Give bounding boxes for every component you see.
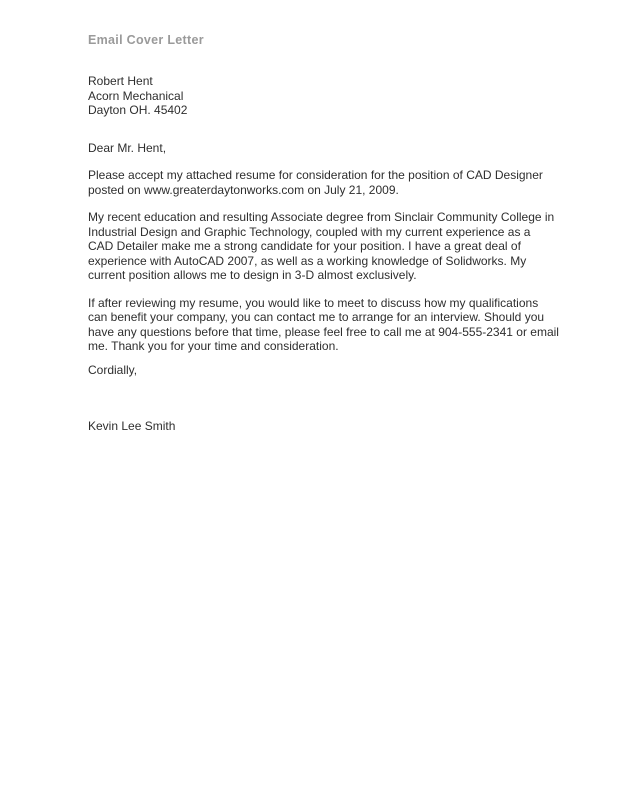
paragraph-intro	[88, 168, 563, 197]
closing: Cordially,	[88, 362, 138, 377]
letter-content	[88, 33, 563, 434]
recipient-address	[88, 74, 563, 118]
paragraph-line: posted on www.greaterdaytonworks.com on July 21, 2009.	[88, 182, 399, 197]
signature-name: Kevin Lee Smith	[88, 419, 176, 433]
paragraph-call-to-action	[88, 296, 563, 354]
paragraph-line: Industrial Design and Graphic Technology, coupled with my current experience as a	[88, 224, 531, 239]
paragraph-line: experience with AutoCAD 2007, as well as a working knowledge of Solidworks. My	[88, 253, 527, 268]
paragraph-line: can benefit your company, you can contact me to arrange for an interview. Should you	[88, 310, 545, 324]
paragraph-line: current position allows me to design in 3-D almost exclusively.	[88, 268, 417, 282]
paragraph-line: If after reviewing my resume, you would like to meet to discuss how my qualifications	[88, 295, 539, 310]
paragraph-qualifications	[88, 210, 563, 283]
paragraph-line: have any questions before that time, please feel free to call me at 904-555-2341 or email	[88, 324, 559, 339]
salutation: Dear Mr. Hent,	[88, 140, 167, 155]
recipient-city-line: Dayton OH. 45402	[88, 103, 188, 117]
paragraph-line: CAD Detailer make me a strong candidate for your position. I have a great deal of	[88, 239, 521, 253]
document-title: Email Cover Letter	[88, 33, 204, 47]
paragraph-line: me. Thank you for your time and consideration.	[88, 339, 339, 353]
paragraph-line: My recent education and resulting Associate degree from Sinclair Community College in	[88, 210, 555, 224]
recipient-company: Acorn Mechanical	[88, 88, 184, 103]
paragraph-line: Please accept my attached resume for consideration for the position of CAD Designer	[88, 168, 543, 182]
recipient-name: Robert Hent	[88, 74, 153, 88]
